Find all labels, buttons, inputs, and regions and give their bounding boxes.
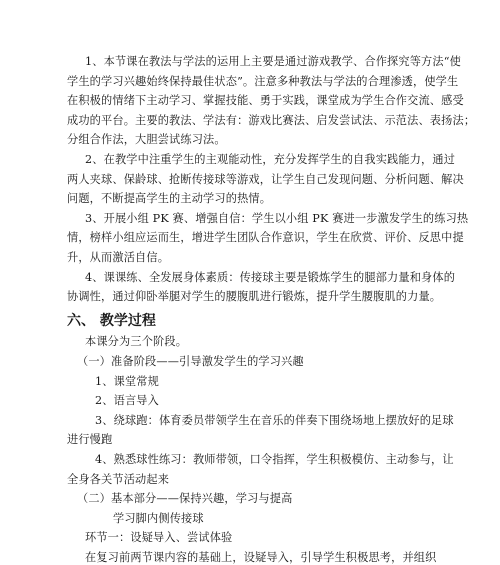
text-line: 1、课堂常规 [95,374,159,388]
text-line: 成功的平台。主要的教法、学法有：游戏比赛法、启发尝试法、示范法、表扬法； [67,113,476,127]
text-line: 在积极的情绪下主动学习、掌握技能、勇于实践，课堂成为学生合作交流、感受 [67,94,464,108]
text-line: （二）基本部分——保持兴趣，学习与提高 [77,492,293,506]
text-line: 4、熟悉球性练习：教师带领，口令指挥，学生积极模仿、主动参与，让 [95,453,454,466]
text-line: 分组合作法，大胆尝试练习法。 [67,133,226,147]
text-line: 1、本节课在教法与学法的运用上主要是通过游戏教学、合作探究等方法“使 [85,55,461,68]
text-line: 进行慢跑 [67,433,113,447]
text-line: 学习脚内侧传接球 [113,511,204,525]
text-line: 3、开展小组 PK 赛、增强自信：学生以小组 PK 赛进一步激发学生的练习热 [85,211,469,225]
text-line: 环节一：设疑导入、尝试体验 [85,531,233,545]
text-line: 2、语言导入 [95,394,159,408]
text-line: 本课分为三个阶段。 [85,335,188,349]
text-line: 升，从而激活自信。 [67,251,170,264]
text-line: 两人夹球、保龄球、抢断传接球等游戏，让学生自己发现问题、分析问题、解决 [67,172,464,186]
text-line: 在复习前两节课内容的基础上，设疑导入，引导学生积极思考，并组织 [85,551,437,564]
text-line: 3、绕球跑：体育委员带领学生在音乐的伴奏下围绕场地上摆放好的足球 [95,413,454,427]
text-line: 情，榜样小组应运而生，增进学生团队合作意识，学生在欣赏、评价、反思中提 [67,231,464,245]
section-heading: 六、 教学过程 [67,312,156,329]
text-line: 2、在教学中注重学生的主观能动性，充分发挥学生的自我实践能力，通过 [85,153,456,166]
text-line: 问题，不断提高学生的主动学习的热情。 [67,192,272,206]
text-line: （一）准备阶段——引导激发学生的学习兴趣 [77,355,304,368]
text-line: 全身各关节活动起来 [67,472,170,486]
text-line: 学生的学习兴趣始终保持最佳状态”。注意多种教法与学法的合理渗透，使学生 [67,74,459,88]
text-line: 4、课课练、全发展身体素质：传接球主要是锻炼学生的腿部力量和身体的 [85,270,456,284]
text-line: 协调性，通过仰卧举腿对学生的腰腹肌进行锻炼，提升学生腰腹肌的力量。 [67,290,442,304]
